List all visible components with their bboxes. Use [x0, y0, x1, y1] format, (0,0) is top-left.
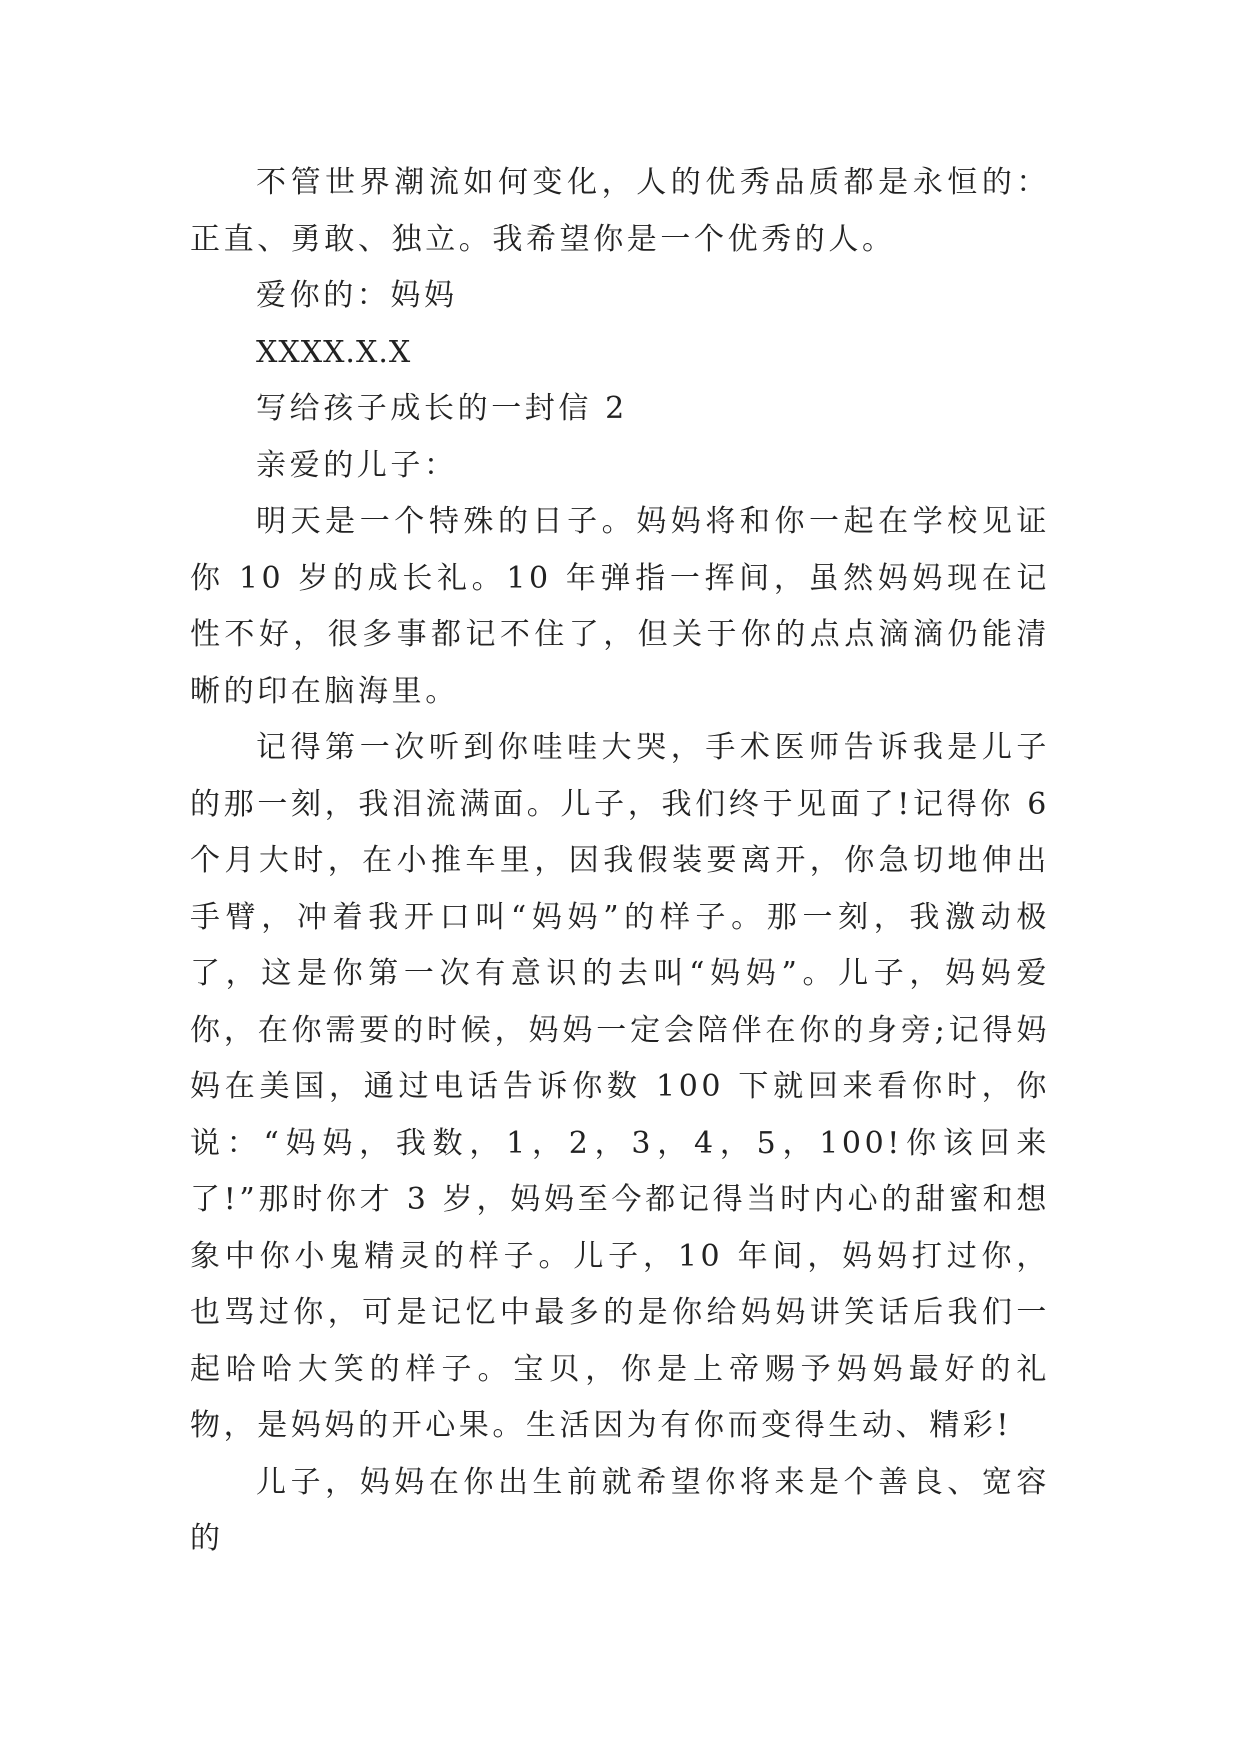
paragraph-hopes: 儿子，妈妈在你出生前就希望你将来是个善良、宽容的: [190, 1464, 1050, 1556]
date: XXXX.X.X: [256, 334, 412, 370]
document-text: [190, 155, 1050, 1568]
paragraph-qualities: 不管世界潮流如何变化，人的优秀品质都是永恒的：正直、勇敢、独立。我希望你是一个优秀的人。: [190, 165, 1050, 257]
paragraph-birthday: 明天是一个特殊的日子。妈妈将和你一起在学校见证你 10 岁的成长礼。10 年弹指一挥间，虽然妈妈现在记性不好，很多事都记不住了，但关于你的点点滴滴仍能清晰的印在脑海里。: [190, 504, 1050, 709]
letter-title: 写给孩子成长的一封信 2: [256, 391, 628, 426]
signature: 爱你的：妈妈: [256, 278, 458, 313]
paragraph-memories: 记得第一次听到你哇哇大哭，手术医师告诉我是儿子的那一刻，我泪流满面。儿子，我们终于见面了!记得你 6 个月大时，在小推车里，因我假装要离开，你急切地伸出手臂，冲着我开口叫“妈妈”的样子。那一刻，我激动极了，这是你第一次有意识的去叫“妈妈”。儿子，妈妈爱你，在你需要的时候，妈妈一定会陪伴在你的身旁;记得妈妈在美国，通过电话告诉你数 100 下就回来看你时，你说：“妈妈，我数，1，2，3，4，5，100!你该回来了!”那时你才 3 岁，妈妈至今都记得当时内心的甜蜜和想象中你小鬼精灵的样子。儿子，10 年间，妈妈打过你，也骂过你，可是记忆中最多的是你给妈妈讲笑话后我们一起哈哈大笑的样子。宝贝，你是上帝赐予妈妈最好的礼物，是妈妈的开心果。生活因为有你而变得生动、精彩!: [190, 730, 1050, 1443]
salutation: 亲爱的儿子：: [256, 447, 458, 483]
